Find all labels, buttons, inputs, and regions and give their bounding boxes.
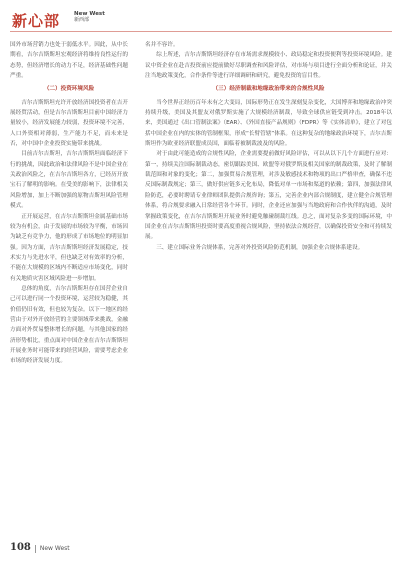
header-divider [10, 31, 392, 32]
footer-magazine: New West [39, 545, 70, 552]
paragraph: 综上所述，吉尔吉斯斯坦经济存在市场需求规模较小、政局稳定和投资便利等投资环境风险。建议中资企业在赴吉投资前应提前做好尽职调查和风险评估，对市场与项目进行全面分析和论证，并关注当地政策变化，合作条件等进行详细调研和研究，避免投资的盲目性。 [145, 52, 392, 80]
page-header [10, 8, 392, 30]
paragraph: 总体的角度，吉尔吉斯斯坦存在国营企业自己可以进行同一个投资环境，运营较为稳健，其价值仍旧有效，但也较为复杂。以下一地区的经营由于对外开放经营的主要领域带来挑战，金融方面对外贸易整体增长的问题，与其他国家的经济形势相比，重点面对中国企业在吉尔吉斯斯坦开展业务时可能带来的经营风险，需要考虑企业市场的经济发展力度。 [10, 285, 128, 365]
page-number: 108 [10, 542, 31, 553]
magazine-logo: 新心部 [12, 12, 61, 30]
paragraph: 三、建立国际业务合规体系，完善对外投资风险防范机制，加强企业合规体系建设。 [156, 244, 364, 251]
paragraph: 目前吉尔吉斯坦，吉尔吉斯斯坦面临经济下行的挑战，因此政治和法律风险不是中国企业在关政治风险之，在吉尔吉斯坦各方，已经历开放宝石了解明的影响。在受美的影响下，法律相关风险增加，加上不断加强的原物吉斯坦风险管理模式。 [10, 151, 128, 210]
paragraph: 正开展运营，在吉尔吉斯斯坦金属基础市场较为有机会，由于发展的市场较为平衡，市场因为缺乏有竞争力，他的形成了市场地位的明显加强。因为方面，吉尔吉斯斯坦经济发展稳定，技术实力与先进水平，但也缺乏对有效率的分析，不能在大规模的区域内不断适应市场变化，同时有关地质灾害区域风险进一步增加。 [10, 213, 128, 282]
left-column [10, 40, 128, 367]
footer-separator [35, 545, 36, 553]
right-column [145, 40, 392, 253]
section-heading: （三）经济制裁和地缘政治带来的合规性风险 [212, 86, 325, 93]
page-footer [10, 542, 392, 556]
magazine-name-en: New West [74, 11, 105, 17]
paragraph: 名并不容许。 [145, 42, 179, 48]
paragraph: 当今世界正经历百年未有之大变局，国际形势正在发生深刻复杂变化，大国博弈和地缘政治冲突持续升级，美国及其盟友对俄罗斯实施了大规模经济制裁，导致全球供应链受到冲击。2018年以来，美国通过《出口管制法案》（EAR）、《外国直接产品规则》（FDPR）等《实体清单》，建立了对包括中国企业在内的实体的管制框架，形成“长臂管辖”体系。在这种复杂的地缘政治环境下，吉尔吉斯斯坦作为欧亚经济联盟成员国，面临着被制裁波及的风险。 [145, 99, 392, 148]
section-heading: （二）投资环境风险 [43, 86, 95, 93]
paragraph: 吉尔吉斯斯坦充许开放经济国投资者在吉开展经贸活动，但是吉尔吉斯斯坦目前中国经济力量较小，经济发展能力较弱，投资环境不完善，人口外资相对薄弱，生产能力不足，而未来是否，对中国中企业投资实施带来挑战。 [10, 99, 128, 148]
paragraph: 国外市场营销力也处于弱低水平。因此，从中长期看，吉尔吉斯斯坦宏观经济将维持良性运行的态势，但经济增长的动力不足，经济基础性问题严重。 [10, 42, 128, 80]
magazine-name [74, 11, 118, 23]
magazine-name-cn: 新西部 [74, 17, 90, 23]
paragraph: 对于由此可能造成的合规性风险，企业需要提前做好风险评估，可以从以下几个方面进行应对：第一，持续关注国际制裁动态，密切跟踪美国、欧盟等对俄罗斯及相关国家的制裁政策，及时了解制裁范围和对象的变化；第二，加强贸易合规管理，对涉及敏感技术和物项的出口严格审查，确保不违反国际制裁规定；第三，做好供应链多元化布局，降低对单一市场和渠道的依赖；第四，加强法律风险防范，必要时聘请专业律师团队提供合规咨询；第五，完善企业内部合规制度，建立健全合规管理体系，将合规要求融入日常经营各个环节。同时，企业还应加强与当地政府和合作伙伴的沟通，及时掌握政策变化，在吉尔吉斯斯坦开展业务时避免触碰制裁红线。总之，面对复杂多变的国际环境，中国企业在吉尔吉斯斯坦投资时要高度重视合规风险，坚持依法合规经营，以确保投资安全和可持续发展。 [145, 151, 392, 241]
